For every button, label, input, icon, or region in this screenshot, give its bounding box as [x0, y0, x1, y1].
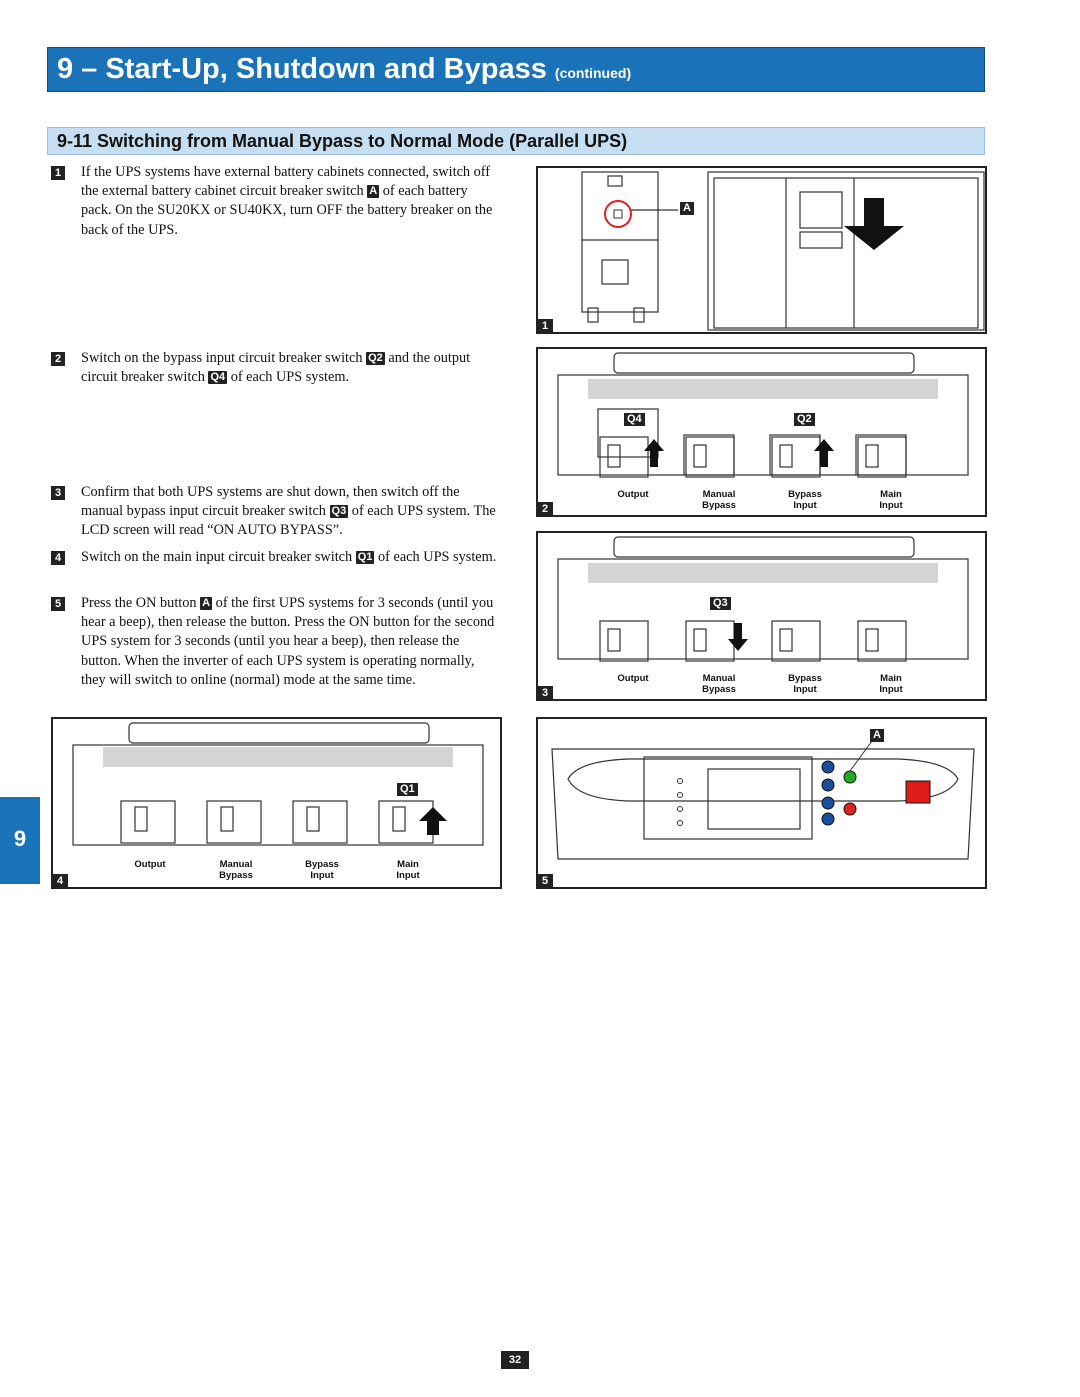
callout-q4: Q4 [624, 413, 645, 426]
label-main-input [856, 489, 926, 511]
label-bypass-l1: Bypass [305, 859, 339, 870]
down-arrow-icon [844, 198, 904, 250]
label-bypass-input [770, 489, 840, 511]
figure-4 [51, 717, 502, 889]
callout-q1: Q1 [397, 783, 418, 796]
label-manual-l2: Bypass [219, 870, 253, 881]
label-main-l2: Input [879, 684, 903, 695]
section-header [47, 127, 985, 155]
step-1-text [81, 163, 501, 240]
label-manual-l1: Manual [702, 489, 736, 500]
figure-1-number: 1 [537, 319, 553, 333]
tag-q1: Q1 [357, 551, 373, 563]
label-manual-bypass [201, 859, 271, 881]
figure-3 [536, 531, 987, 701]
down-arrow-icon [728, 623, 748, 651]
page-number: 32 [501, 1351, 529, 1369]
label-manual-l1: Manual [219, 859, 253, 870]
figure-4-number: 4 [52, 874, 68, 888]
chapter-side-tab [0, 797, 40, 884]
up-arrow-icon [814, 439, 834, 467]
label-bypass-l1: Bypass [788, 673, 822, 684]
label-bypass-l1: Bypass [788, 489, 822, 500]
label-main-l2: Input [879, 500, 903, 511]
step-3-text-a: Confirm that both UPS systems are shut down, then switch off the manual bypass input circuit breaker switch [81, 484, 460, 520]
on-button-icon [844, 771, 856, 783]
control-panel-illustration [538, 719, 987, 889]
label-output-l1: Output [617, 489, 649, 500]
label-output [115, 859, 185, 870]
label-main-l1: Main [880, 489, 902, 500]
label-output-l1: Output [617, 673, 649, 684]
step-2-text [81, 349, 501, 387]
step-2-text-a: Switch on the bypass input circuit breaker switch [81, 350, 367, 366]
callout-q2: Q2 [794, 413, 815, 426]
label-main-l1: Main [397, 859, 419, 870]
label-bypass-l2: Input [793, 500, 817, 511]
chapter-title [57, 53, 631, 86]
step-4-text [81, 548, 501, 567]
tag-q4: Q4 [210, 371, 226, 384]
label-output [598, 489, 668, 500]
label-main-input [373, 859, 443, 881]
figure-3-number: 3 [537, 686, 553, 700]
label-bypass-input [287, 859, 357, 881]
chapter-title-text: 9 – Start-Up, Shutdown and Bypass [57, 53, 547, 85]
label-bypass-l2: Input [793, 684, 817, 695]
step-5-number: 5 [51, 597, 65, 611]
label-main-l1: Main [880, 673, 902, 684]
label-output [598, 673, 668, 684]
step-4-text-a: Switch on the main input circuit breaker switch [81, 549, 356, 565]
epo-button-icon [906, 781, 930, 803]
label-bypass-input [770, 673, 840, 695]
figure-5 [536, 717, 987, 889]
label-manual-bypass [684, 489, 754, 511]
tag-a: A [202, 597, 211, 609]
label-output-l1: Output [134, 859, 166, 870]
step-1-number: 1 [51, 166, 65, 180]
label-bypass-l2: Input [310, 870, 334, 881]
step-2-text-c: of each UPS system. [227, 369, 350, 386]
step-3-number: 3 [51, 486, 65, 500]
figure-5-number: 5 [537, 874, 553, 888]
callout-a: A [870, 729, 884, 742]
tag-q3: Q3 [331, 505, 347, 518]
step-5-text-b: of the first UPS systems for 3 seconds (until you hear a beep), then release the button. Press the ON button for the second UPS system for 3 seconds (until you hear a beep), then release the button. When the inverter of each UPS system is operating normally, they will switch to online (normal) mode at the same time. [81, 595, 495, 688]
tag-a: A [369, 185, 378, 198]
step-3-text [81, 483, 501, 541]
figure-2-number: 2 [537, 502, 553, 516]
label-manual-l1: Manual [702, 673, 736, 684]
tag-q2: Q2 [368, 352, 383, 364]
up-arrow-icon [419, 807, 447, 835]
chapter-header [47, 47, 985, 92]
side-tab-number: 9 [13, 826, 27, 851]
step-2-number: 2 [51, 352, 65, 366]
callout-a: A [680, 202, 694, 215]
step-4-text-b: of each UPS system. [374, 549, 497, 565]
highlight-circle [605, 201, 631, 227]
label-manual-l2: Bypass [702, 684, 736, 695]
continued-label: (continued) [554, 65, 632, 81]
section-title: 9-11 Switching from Manual Bypass to Normal Mode (Parallel UPS) [57, 131, 628, 151]
callout-q3: Q3 [710, 597, 731, 610]
step-3-text-b: of each UPS system. The LCD screen will read “ON AUTO BYPASS”. [81, 503, 496, 539]
figure-1 [536, 166, 987, 334]
off-button-icon [844, 803, 856, 815]
label-manual-bypass [684, 673, 754, 695]
step-5-text [81, 594, 501, 690]
step-5-text-a: Press the ON button [81, 595, 201, 611]
step-1-text-a: If the UPS systems have external battery cabinets connected, switch off the external battery cabinet circuit breaker switch [81, 164, 491, 200]
figure-2 [536, 347, 987, 517]
step-1-text-b: of each battery pack. On the SU20KX or SU40KX, turn OFF the battery breaker on the back of the UPS. [81, 183, 493, 238]
label-main-l2: Input [396, 870, 420, 881]
label-main-input [856, 673, 926, 695]
step-2-text-b: and the output circuit breaker switch [81, 350, 471, 386]
up-arrow-icon [644, 439, 664, 467]
label-manual-l2: Bypass [702, 500, 736, 511]
battery-cabinet-illustration [538, 168, 987, 334]
step-4-number: 4 [51, 551, 65, 565]
